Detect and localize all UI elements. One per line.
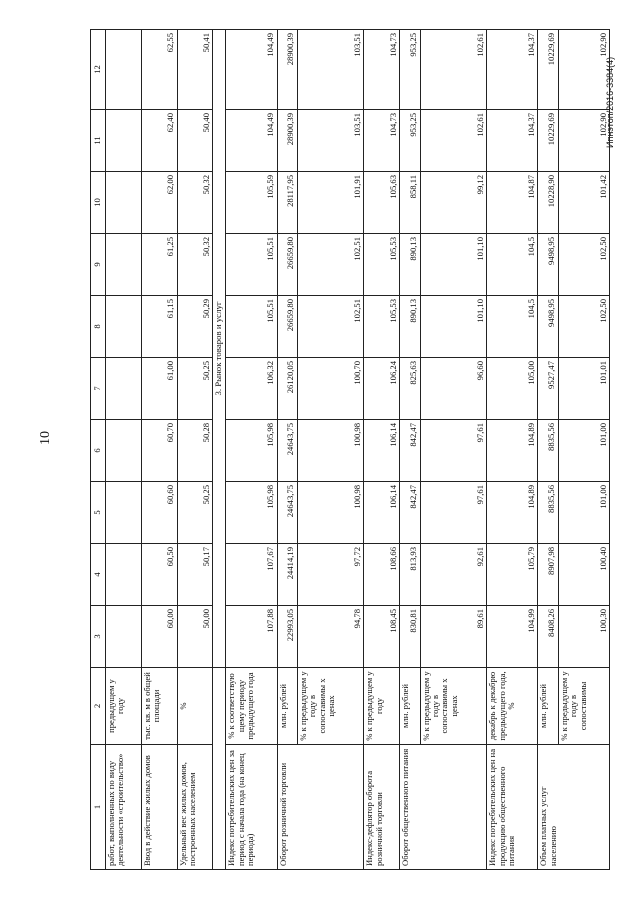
value-cell: 830,81 — [400, 606, 420, 668]
unit-cell: млн. рублей — [277, 668, 297, 745]
value-cell — [106, 358, 142, 420]
value-cell: 102,50 — [558, 234, 609, 296]
value-cell: 22993,05 — [277, 606, 297, 668]
table-row — [400, 30, 420, 870]
column-header: 6 — [91, 420, 106, 482]
indicators-table — [90, 29, 610, 870]
value-cell: 92,61 — [420, 544, 487, 606]
table-row — [177, 30, 213, 870]
value-cell: 60,50 — [141, 544, 177, 606]
header-row — [91, 30, 106, 870]
value-cell: 60,70 — [141, 420, 177, 482]
value-cell: 10229,69 — [538, 30, 558, 110]
table-row — [420, 30, 487, 870]
value-cell: 106,24 — [364, 358, 400, 420]
value-cell: 26659,80 — [277, 296, 297, 358]
value-cell: 24643,75 — [277, 420, 297, 482]
unit-cell: % к предыдущем у году в сопоставимы х ценах — [420, 668, 487, 745]
value-cell: 102,61 — [420, 110, 487, 172]
value-cell: 101,42 — [558, 172, 609, 234]
value-cell: 953,25 — [400, 30, 420, 110]
value-cell: 825,63 — [400, 358, 420, 420]
value-cell: 102,61 — [420, 30, 487, 110]
indicator-cell: Объем платных услуг населению — [538, 745, 610, 870]
value-cell: 9498,95 — [538, 296, 558, 358]
indicator-cell: Индекс потребительских цен за период с начала года (на конец периода) — [226, 745, 277, 870]
value-cell: 101,00 — [558, 482, 609, 544]
value-cell: 104,37 — [487, 30, 538, 110]
value-cell: 101,10 — [420, 234, 487, 296]
value-cell: 24414,19 — [277, 544, 297, 606]
indicator-cell: Оборот общественного питания — [400, 745, 487, 870]
table-row — [277, 30, 297, 870]
value-cell: 9498,95 — [538, 234, 558, 296]
column-header: 5 — [91, 482, 106, 544]
value-cell: 101,10 — [420, 296, 487, 358]
unit-cell: % к предыдущем у году — [364, 668, 400, 745]
value-cell: 50,17 — [177, 544, 213, 606]
table-row — [106, 30, 142, 870]
value-cell: 61,15 — [141, 296, 177, 358]
indicator-cell: Индекс-дефлятор оборота розничной торговли — [364, 745, 400, 870]
value-cell: 104,5 — [487, 234, 538, 296]
value-cell — [106, 172, 142, 234]
value-cell: 101,91 — [297, 172, 364, 234]
value-cell: 890,13 — [400, 296, 420, 358]
value-cell: 96,60 — [420, 358, 487, 420]
value-cell: 101,01 — [558, 358, 609, 420]
column-header: 8 — [91, 296, 106, 358]
page-number: 10 — [38, 431, 53, 445]
value-cell: 105,98 — [226, 420, 277, 482]
unit-cell: % — [177, 668, 213, 745]
value-cell: 107,67 — [226, 544, 277, 606]
value-cell: 97,61 — [420, 420, 487, 482]
value-cell: 50,00 — [177, 606, 213, 668]
table-row — [297, 30, 364, 870]
indicator-cell: работ, выполненных по виду деятельности «строительство» — [106, 745, 142, 870]
value-cell: 61,00 — [141, 358, 177, 420]
column-header: 9 — [91, 234, 106, 296]
table-row — [558, 30, 609, 870]
indicator-cell: Оборот розничной торговли — [277, 745, 364, 870]
value-cell: 62,55 — [141, 30, 177, 110]
value-cell: 8408,26 — [538, 606, 558, 668]
value-cell: 105,98 — [226, 482, 277, 544]
table-row — [487, 30, 538, 870]
value-cell: 108,66 — [364, 544, 400, 606]
value-cell: 61,25 — [141, 234, 177, 296]
value-cell: 104,37 — [487, 110, 538, 172]
value-cell — [106, 234, 142, 296]
value-cell: 50,40 — [177, 110, 213, 172]
value-cell: 28117,95 — [277, 172, 297, 234]
value-cell — [106, 606, 142, 668]
value-cell: 105,63 — [364, 172, 400, 234]
table-row — [364, 30, 400, 870]
rotated-table-container — [90, 30, 610, 870]
indicator-cell: Ввод в действие жилых домов — [141, 745, 177, 870]
value-cell: 50,32 — [177, 172, 213, 234]
unit-cell: % к предыдущем у году в сопоставимы х ценах — [297, 668, 364, 745]
value-cell: 953,25 — [400, 110, 420, 172]
value-cell: 104,89 — [487, 420, 538, 482]
column-header: 3 — [91, 606, 106, 668]
value-cell: 103,51 — [297, 110, 364, 172]
value-cell: 24643,75 — [277, 482, 297, 544]
value-cell: 105,51 — [226, 296, 277, 358]
value-cell: 94,78 — [297, 606, 364, 668]
value-cell: 26120,05 — [277, 358, 297, 420]
value-cell: 102,50 — [558, 296, 609, 358]
value-cell — [106, 544, 142, 606]
value-cell — [106, 30, 142, 110]
value-cell: 8835,56 — [538, 482, 558, 544]
unit-cell: тыс. кв. м в общей площади — [141, 668, 177, 745]
column-header: 11 — [91, 110, 106, 172]
value-cell: 106,32 — [226, 358, 277, 420]
value-cell: 108,45 — [364, 606, 400, 668]
value-cell: 102,51 — [297, 234, 364, 296]
value-cell: 100,98 — [297, 482, 364, 544]
unit-cell: млн. рублей — [400, 668, 420, 745]
value-cell: 50,29 — [177, 296, 213, 358]
section-row — [213, 30, 226, 870]
value-cell: 104,73 — [364, 110, 400, 172]
document-code: Ипнэтоп/2016-3384(4) — [605, 56, 615, 148]
column-header: 7 — [91, 358, 106, 420]
value-cell: 103,51 — [297, 30, 364, 110]
table-row — [538, 30, 558, 870]
value-cell: 102,90 — [558, 110, 609, 172]
value-cell: 28900,39 — [277, 110, 297, 172]
value-cell: 104,5 — [487, 296, 538, 358]
value-cell: 106,14 — [364, 482, 400, 544]
value-cell: 890,13 — [400, 234, 420, 296]
column-header: 1 — [91, 745, 106, 870]
value-cell: 60,00 — [141, 606, 177, 668]
value-cell: 8907,98 — [538, 544, 558, 606]
value-cell: 102,90 — [558, 30, 609, 110]
value-cell: 104,49 — [226, 110, 277, 172]
value-cell: 89,61 — [420, 606, 487, 668]
value-cell — [106, 420, 142, 482]
column-header: 12 — [91, 30, 106, 110]
value-cell: 100,70 — [297, 358, 364, 420]
value-cell: 104,73 — [364, 30, 400, 110]
value-cell: 50,41 — [177, 30, 213, 110]
value-cell: 105,00 — [487, 358, 538, 420]
unit-cell: % к предыдущем у году в сопоставимы — [558, 668, 609, 745]
value-cell: 50,28 — [177, 420, 213, 482]
value-cell: 105,53 — [364, 234, 400, 296]
value-cell: 100,98 — [297, 420, 364, 482]
value-cell: 813,93 — [400, 544, 420, 606]
value-cell: 105,59 — [226, 172, 277, 234]
value-cell: 9527,47 — [538, 358, 558, 420]
value-cell: 105,51 — [226, 234, 277, 296]
value-cell: 10228,90 — [538, 172, 558, 234]
unit-cell: % к соответствую щему периоду предыдущего года — [226, 668, 277, 745]
value-cell: 104,99 — [487, 606, 538, 668]
value-cell: 106,14 — [364, 420, 400, 482]
value-cell: 858,11 — [400, 172, 420, 234]
value-cell: 50,25 — [177, 358, 213, 420]
value-cell: 50,32 — [177, 234, 213, 296]
value-cell: 8835,56 — [538, 420, 558, 482]
value-cell: 104,49 — [226, 30, 277, 110]
value-cell: 97,61 — [420, 482, 487, 544]
value-cell: 107,88 — [226, 606, 277, 668]
value-cell: 100,40 — [558, 544, 609, 606]
value-cell — [106, 296, 142, 358]
value-cell: 104,87 — [487, 172, 538, 234]
section-blank-cell — [213, 668, 226, 870]
unit-cell: предыдущем у году — [106, 668, 142, 745]
value-cell: 842,47 — [400, 420, 420, 482]
value-cell: 101,00 — [558, 420, 609, 482]
table-row — [141, 30, 177, 870]
value-cell: 62,00 — [141, 172, 177, 234]
indicator-cell: Индекс потребительских цен на продукцию общественного питания — [487, 745, 538, 870]
value-cell: 105,79 — [487, 544, 538, 606]
column-header: 4 — [91, 544, 106, 606]
value-cell: 62,40 — [141, 110, 177, 172]
column-header: 10 — [91, 172, 106, 234]
unit-cell: декабрь к декабрю предыдущего года, % — [487, 668, 538, 745]
value-cell — [106, 110, 142, 172]
value-cell: 104,89 — [487, 482, 538, 544]
section-title: 3. Рынок товаров и услуг — [213, 30, 226, 668]
indicator-cell: Удельный вес жилых домов, построенных населением — [177, 745, 213, 870]
value-cell: 28900,39 — [277, 30, 297, 110]
value-cell: 842,47 — [400, 482, 420, 544]
value-cell: 97,72 — [297, 544, 364, 606]
value-cell: 100,30 — [558, 606, 609, 668]
value-cell: 60,60 — [141, 482, 177, 544]
value-cell — [106, 482, 142, 544]
value-cell: 10229,69 — [538, 110, 558, 172]
value-cell: 50,25 — [177, 482, 213, 544]
value-cell: 102,51 — [297, 296, 364, 358]
unit-cell: млн. рублей — [538, 668, 558, 745]
column-header: 2 — [91, 668, 106, 745]
value-cell: 105,53 — [364, 296, 400, 358]
table-row — [226, 30, 277, 870]
value-cell: 99,12 — [420, 172, 487, 234]
value-cell: 26659,80 — [277, 234, 297, 296]
